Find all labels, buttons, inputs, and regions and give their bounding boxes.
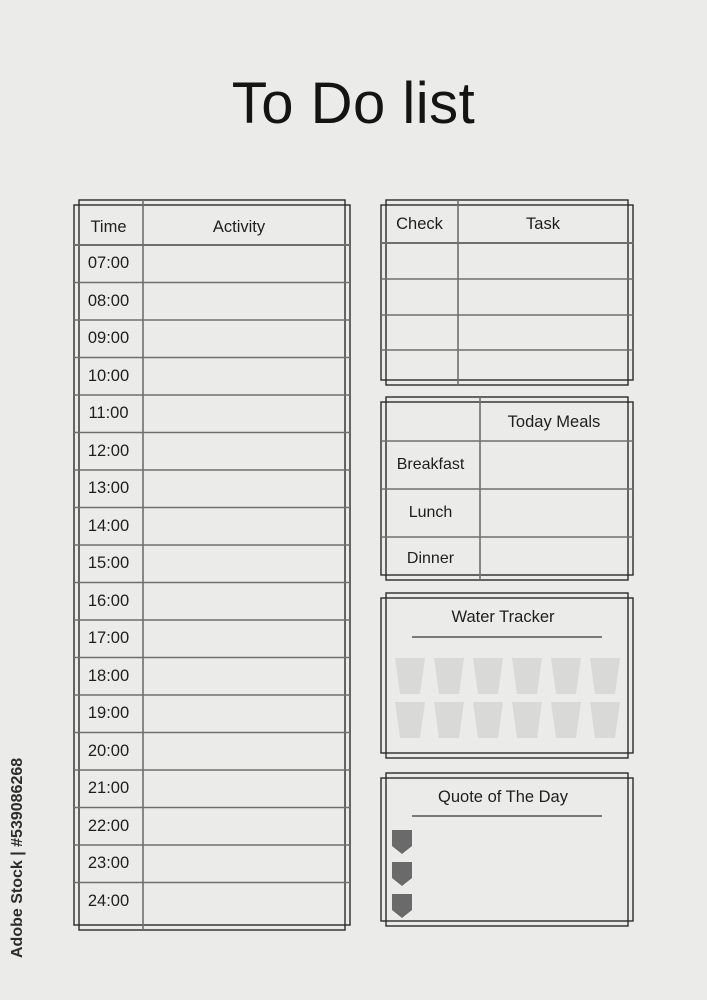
schedule-time-label: 17:00: [87, 629, 130, 648]
water-glass-icon[interactable]: [551, 658, 581, 694]
bookmark-icon: [392, 894, 412, 918]
schedule-time-label: 21:00: [87, 779, 130, 798]
schedule-header-activity: Activity: [212, 217, 266, 236]
water-glass-icon[interactable]: [395, 702, 425, 738]
meal-lunch: Lunch: [408, 504, 453, 521]
schedule-time-label: 09:00: [87, 329, 130, 348]
water-glass-icon[interactable]: [473, 658, 503, 694]
water-glass-icon[interactable]: [590, 658, 620, 694]
schedule-time-label: 10:00: [87, 366, 130, 385]
water-glass-icon[interactable]: [512, 702, 542, 738]
task-header-check: Check: [396, 215, 443, 233]
task-header-task: Task: [526, 215, 560, 233]
schedule-time-label: 12:00: [87, 441, 130, 460]
water-glass-icon[interactable]: [434, 702, 464, 738]
water-glass-icon[interactable]: [434, 658, 464, 694]
schedule-time-label: 08:00: [87, 291, 130, 310]
water-glass-icon[interactable]: [590, 702, 620, 738]
bookmark-icon: [392, 830, 412, 854]
water-glass-icon[interactable]: [473, 702, 503, 738]
water-glass-icon[interactable]: [512, 658, 542, 694]
schedule-time-label: 15:00: [87, 554, 130, 573]
water-glass-icon[interactable]: [551, 702, 581, 738]
stock-watermark-id: Adobe Stock | #539086268: [9, 757, 26, 958]
schedule-time-label: 24:00: [87, 891, 130, 910]
schedule-time-label: 11:00: [88, 404, 129, 423]
schedule-time-label: 16:00: [87, 591, 130, 610]
water-tracker-title: Water Tracker: [451, 607, 555, 626]
meals-header: Today Meals: [507, 412, 601, 431]
water-glass-icon[interactable]: [395, 658, 425, 694]
page-title: To Do list: [231, 71, 476, 136]
meal-breakfast: Breakfast: [396, 456, 465, 473]
schedule-time-label: 07:00: [87, 254, 130, 273]
schedule-time-label: 18:00: [87, 666, 130, 685]
schedule-time-label: 23:00: [87, 854, 130, 873]
bookmark-icon: [392, 862, 412, 886]
quote-title: Quote of The Day: [438, 787, 568, 806]
meal-dinner: Dinner: [406, 550, 455, 567]
schedule-header-time: Time: [90, 217, 127, 236]
schedule-time-label: 13:00: [87, 479, 130, 498]
schedule-time-label: 19:00: [87, 704, 130, 723]
schedule-time-label: 14:00: [87, 516, 130, 535]
schedule-time-label: 22:00: [87, 816, 130, 835]
schedule-time-label: 20:00: [87, 741, 130, 760]
